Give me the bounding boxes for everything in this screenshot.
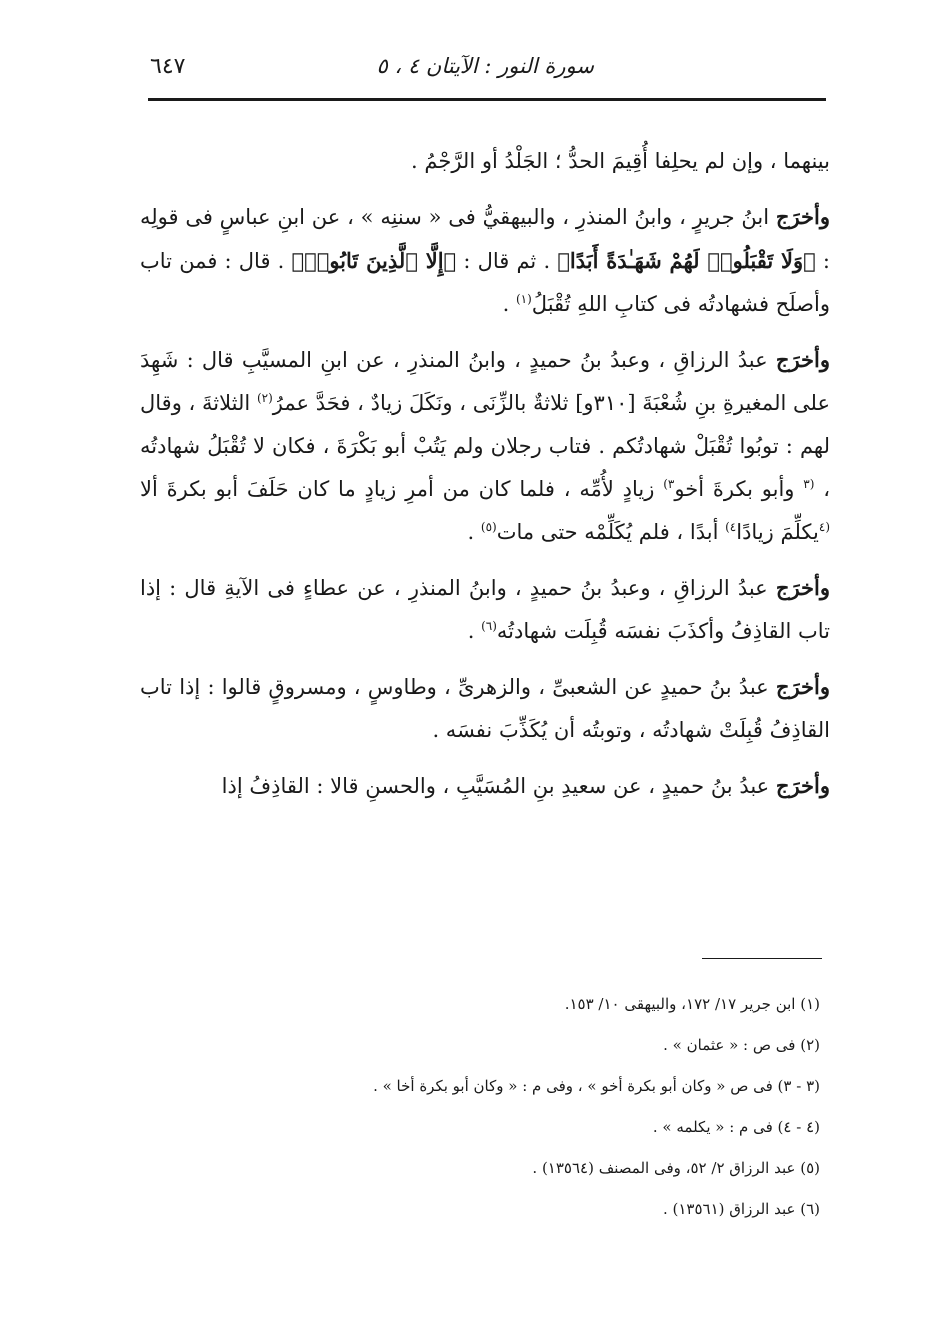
footnote-marker: (٥) [480, 520, 497, 534]
paragraph-text: زيادٍ لأُمِّه ، فلما كان من أمرِ زيادٍ ما كان حَلَفَ أبو بكرةَ ألا [140, 477, 664, 501]
paragraph-end: . [467, 520, 481, 544]
quran-quote: ﴿وَلَا تَقْبَلُوا۟ لَهُمْ شَهَـٰدَةً أَبَدًا﴾ [557, 248, 816, 273]
footnote-marker: (٤ [818, 520, 830, 534]
footnotes [140, 984, 820, 1230]
surah-title: سورة النور : الآيتان ٤ ، ٥ [376, 54, 594, 78]
paragraph-4 [140, 566, 830, 653]
footnote-marker: (٣ [803, 477, 815, 491]
paragraph-text: بينهما ، وإن لم يحلِفا أُقِيمَ الحدُّ ؛ الجَلْدُ أو الرَّجْمُ . [411, 149, 830, 173]
paragraph-end: . [502, 292, 516, 316]
footnote-marker: ٤) [725, 520, 737, 534]
footnote: (٣ - ٣) فى ص « وكان أبو بكرة أخو » ، وفى م : « وكان أبو بكرة أخا » . [373, 1077, 820, 1095]
footnote: (١) ابن جرير ١٧/ ١٧٢، والبيهقى ١٠/ ١٥٣. [564, 995, 820, 1013]
paragraph-text: عبدُ الرزاقِ ، وعبدُ بنُ حميدٍ ، وابنُ المنذرِ ، عن عطاءٍ فى الآيةِ قال : إذا تاب القاذِفُ وأكذَبَ نفسَه قُبِلَت شهادتُه [140, 576, 830, 643]
paragraph-text: الثلاثةَ ، وقال لهم : توبُوا تُقْبَلْ شهادتُكم . فتاب رجلان ولم يَتُبْ أبو بَكْرَةَ ، فكان لا تُقْبَلُ شهادتُه ، [140, 391, 831, 501]
footnote-marker: (٢) [256, 391, 273, 405]
paragraph-lead: وأخرَج [775, 674, 830, 699]
paragraph-lead: وأخرَج [775, 204, 830, 229]
paragraph-1 [140, 140, 830, 183]
page-number: ٦٤٧ [150, 54, 186, 79]
paragraph-text: عبدُ بنُ حميدٍ عن الشعبىِّ ، والزهرىِّ ، وطاوسٍ ، ومسروقٍ قالوا : إذا تاب القاذِفُ قُبِلَتْ شهادتُه ، وتوبتُه أن يُكَذِّبَ نفسَه . [140, 675, 830, 742]
paragraph-text: . قال : فمن تاب وأصلَح فشهادتُه فى كتابِ اللهِ تُقْبَلُ [140, 249, 830, 316]
footnote-marker: (٦) [481, 619, 497, 633]
paragraph-text: يكلِّمَ زيادًا [736, 520, 819, 544]
paragraph-text: عبدُ بنُ حميدٍ ، عن سعيدِ بنِ المُسَيَّبِ ، والحسنِ قالا : القاذِفُ إذا [221, 774, 776, 798]
paragraph-text: أبدًا ، فلم يُكَلِّمْه حتى مات [496, 520, 726, 544]
paragraph-2 [140, 195, 830, 326]
paragraph-5 [140, 665, 830, 752]
footnote-marker: (١) [515, 292, 532, 306]
paragraph-text: ابنُ جريرٍ ، وابنُ المنذرِ ، والبيهقيُّ فى « سننِه » ، عن ابنِ عباسٍ فى قولِه : [140, 205, 831, 273]
footnote-separator [702, 958, 822, 959]
footnote: (٦) عبد الرزاق (١٣٥٦١) . [662, 1200, 820, 1218]
paragraph-text: وأبو بكرةَ أخو [674, 477, 804, 501]
paragraph-6 [140, 764, 830, 808]
paragraph-text: . ثم قال : [456, 249, 558, 273]
paragraph-text: عبدُ الرزاقِ ، وعبدُ بنُ حميدٍ ، وابنُ المنذرِ ، عن ابنِ المسيَّبِ قال : شَهِدَ على المغيرةِ بنِ شُعْبَةَ [٣١٠و] ثلاثةٌ بالزِّنَى ، ونَكَلَ زيادٌ ، فحَدَّ عمرُ [140, 348, 831, 415]
paragraph-3 [140, 338, 830, 554]
footnote: (٤ - ٤) فى م : « يكلمه » . [652, 1118, 820, 1136]
paragraph-lead: وأخرَج [775, 575, 830, 600]
footnote: (٢) فى ص : « عثمان » . [663, 1036, 820, 1054]
footnote: (٥) عبد الرزاق ٢/ ٥٢، وفى المصنف (١٣٥٦٤) . [532, 1159, 820, 1177]
paragraph-lead: وأخرَج [775, 347, 830, 372]
running-header [148, 50, 826, 90]
main-text [140, 140, 830, 820]
quran-quote: ﴿إِلَّا ٱلَّذِينَ تَابُوا۟﴾ [291, 248, 457, 273]
footnote-marker: ٣) [663, 477, 675, 491]
paragraph-lead: وأخرَج [775, 773, 830, 798]
header-rule [148, 98, 826, 101]
paragraph-end: . [467, 619, 482, 643]
